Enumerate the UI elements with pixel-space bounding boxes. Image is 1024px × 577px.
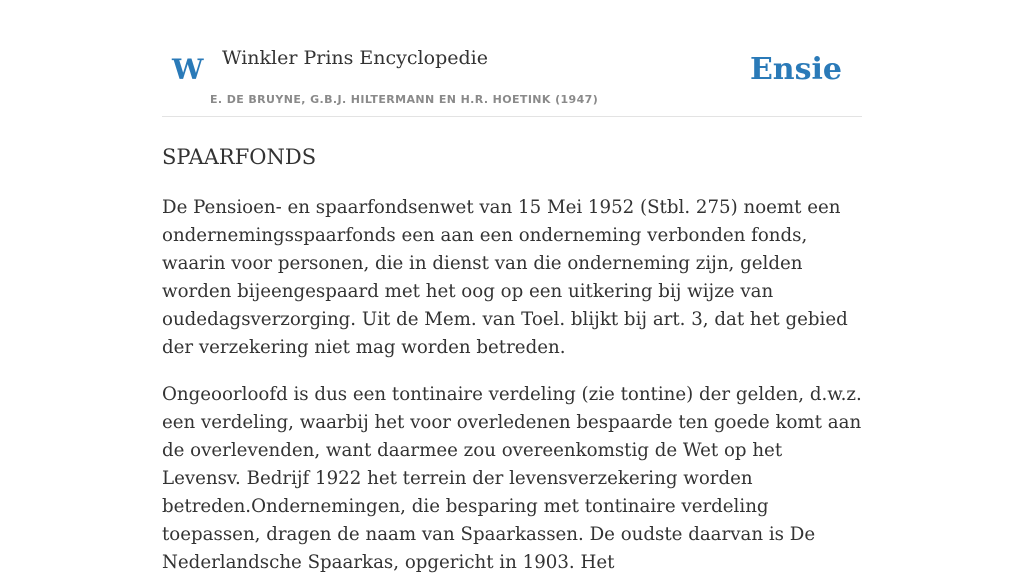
article-paragraph-1: De Pensioen- en spaarfondsenwet van 15 Mei 1952 (Stbl. 275) noemt een ondernemingsspaarfonds een aan een onderneming verbonden fonds, waarin voor personen, die in dienst van die onderneming zijn, gelden worden bijeengespaard met het oog op een uitkering bij wijze van oudedagsverzorging. Uit de Mem. van Toel. blijkt bij art. 3, dat het gebied der verzekering niet mag worden betreden.: [162, 197, 848, 358]
page-container: [162, 0, 862, 577]
authors-subtitle: E. DE BRUYNE, G.B.J. HILTERMANN EN H.R. HOETINK (1947): [210, 93, 599, 106]
site-header: [162, 0, 862, 117]
article-title: SPAARFONDS: [162, 145, 317, 169]
brand-logo[interactable]: Ensie: [749, 52, 842, 87]
article-paragraph-2: Ongeoorloofd is dus een tontinaire verdeling (zie tontine) der gelden, d.w.z. een verdeling, waarbij het voor overledenen bespaarde ten goede komt aan de overlevenden, want daarmee zou overeenkomstig de Wet op het Levensv. Bedrijf 1922 het terrein der levensverzekering worden betreden.Ondernemingen, die besparing met tontinaire verdeling toepassen, dragen de naam van Spaarkassen. De oudste daarvan is De Nederlandsche Spaarkas, opgericht in 1903. Het: [162, 384, 862, 573]
site-logo[interactable]: W: [172, 53, 204, 86]
site-title[interactable]: Winkler Prins Encyclopedie: [222, 47, 488, 69]
